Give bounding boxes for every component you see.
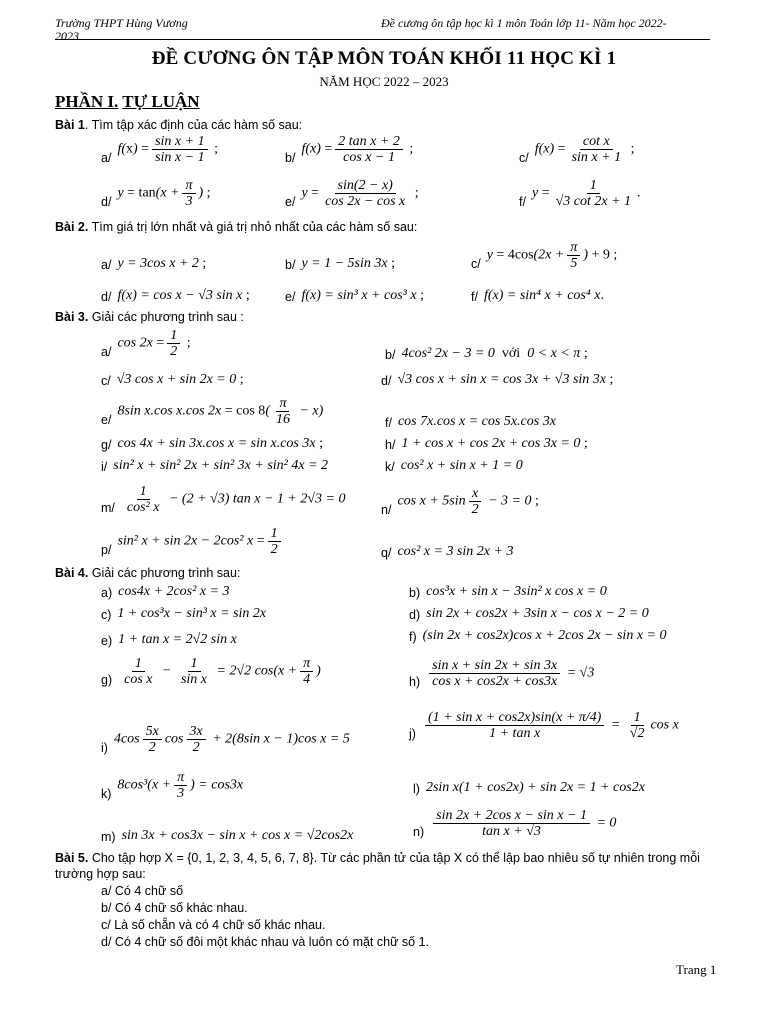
exercise-2b: b/ y = 1 − 5sin 3x ; — [285, 256, 395, 272]
exercise-3e: e/ 8sin x.cos x.cos 2x = cos 8( $\frac{\pi}{16}$ − x) — [101, 396, 324, 427]
exercise-4n: n) $\frac{\text{sin 2x + 2cos x − sin x − 1}}{\text{tan x + √3}}$ = 0 — [413, 808, 617, 839]
exercise-4i: i) 4cos $\frac{5x}{2}$ cos $\frac{3x}{2}$ + 2(8sin x − 1)cos x = 5 — [101, 724, 350, 755]
exercise-3a: a/ cos 2x = $\frac{1}{2}$ ; — [101, 328, 191, 359]
exercise-4k: k) 8cos³(x + $\frac{\pi}{3}$ ) = cos3x — [101, 770, 244, 801]
exercise-4h: h) $\frac{\text{sin x + sin 2x + sin 3x}}{\text{cos x + cos2x + cos3x}}$ = √3 — [409, 658, 595, 689]
exercise-3h: h/ 1 + cos x + cos 2x + cos 3x = 0 ; — [385, 436, 588, 452]
exercise-4a: a) cos4x + 2cos² x = 3 — [101, 584, 230, 600]
exercise-5-heading: Bài 5. Cho tập hợp X = {0, 1, 2, 3, 4, 5, 6, 7, 8}. Từ các phần tử của tập X có thể lập bao nhiêu số tự nhiên trong mỗi trường hợp sau: — [55, 851, 700, 881]
exercise-2d: d/ f(x) = cos x − √3 sin x ; — [101, 288, 250, 304]
exercise-2e: e/ f(x) = sin³ x + cos³ x ; — [285, 288, 424, 304]
header-year-cont: 2023 — [55, 29, 79, 43]
exercise-3n: n/ cos x + 5sin $\frac{x}{2}$ − 3 = 0 ; — [381, 486, 539, 517]
page-subtitle: NĂM HỌC 2022 – 2023 — [319, 74, 449, 89]
exercise-4l: l) 2sin x(1 + cos2x) + sin 2x = 1 + cos2x — [413, 780, 645, 796]
exercise-3m: m/ $\frac{1}{\text{cos² x}}$ − (2 + √3) tan x − 1 + 2√3 = 0 — [101, 484, 346, 515]
exercise-4c: c) 1 + cos³x − sin³ x = sin 2x — [101, 606, 267, 622]
exercise-5a: a/ Có 4 chữ số — [101, 884, 184, 898]
exercise-1e: e/ y = $\frac{\sin(2 - x)}{\text{cos 2x − cos x}}$ ; — [285, 178, 419, 209]
exercise-3f: f/ cos 7x.cos x = cos 5x.cos 3x — [385, 414, 556, 430]
exercise-3i: i/ sin² x + sin² 2x + sin² 3x + sin² 4x = 2 — [101, 458, 329, 474]
exercise-2f: f/ f(x) = sin⁴ x + cos⁴ x. — [471, 288, 604, 304]
page-number: Trang 1 — [676, 962, 717, 977]
exercise-3c: c/ √3 cos x + sin 2x = 0 ; — [101, 372, 244, 388]
exercise-3-heading: Bài 3. Giải các phương trình sau : — [55, 310, 244, 324]
exercise-1d: d/ y = tan(x + $\frac{\pi}{3}$ ) ; — [101, 178, 211, 209]
exercise-4j: j) $\frac{\text{(1 + sin x + cos2x)sin(x + π/4)}}{\text{1 + tan x}}$ = $\frac{1}{√2}$ cos x — [409, 710, 679, 741]
exercise-1-heading: Bài 1. Tìm tập xác định của các hàm số sau: — [55, 118, 303, 132]
exercise-3g: g/ cos 4x + sin 3x.cos x = sin x.cos 3x ; — [101, 436, 323, 452]
part-heading — [55, 92, 200, 112]
part-name: TỰ LUẬN — [122, 92, 200, 111]
exercise-4g: g) $\frac{1}{\text{cos x}}$ − $\frac{1}{\text{sin x}}$ = 2√2 cos(x + $\frac{\pi}{4}$ ) — [101, 656, 321, 687]
exercise-1c: c/ f(x) = $\frac{\text{cot x}}{\text{sin x + 1}}$ ; — [519, 134, 635, 165]
page-title: ĐỀ CƯƠNG ÔN TẬP MÔN TOÁN KHỐI 11 HỌC KÌ 1 — [151, 48, 617, 69]
header-doc-title: Đề cương ôn tập học kì 1 môn Toán lớp 11- Năm học 2022- — [381, 16, 667, 30]
exercise-1f: f/ y = $\frac{1}{√3 \cot 2x + 1}$ . — [519, 178, 641, 209]
exercise-4b: b) cos³x + sin x − 3sin² x cos x = 0 — [409, 584, 607, 600]
exercise-4e: e) 1 + tan x = 2√2 sin x — [101, 632, 237, 648]
part-label: PHẦN I. — [55, 92, 119, 111]
exercise-4f: f) (sin 2x + cos2x)cos x + 2cos 2x − sin x = 0 — [409, 628, 667, 644]
exercise-4m: m) sin 3x + cos3x − sin x + cos x = √2cos2x — [101, 828, 354, 844]
exercise-1a: a/ f(x) = $\frac{\text{sin x + 1}}{\text{sin x − 1}}$ ; — [101, 134, 218, 165]
exercise-4d: d) sin 2x + cos2x + 3sin x − cos x − 2 = 0 — [409, 606, 649, 622]
header-school: Trường THPT Hùng Vương — [55, 16, 188, 30]
exercise-2a: a/ y = 3cos x + 2 ; — [101, 256, 207, 272]
exercise-5b: b/ Có 4 chữ số khác nhau. — [101, 901, 248, 915]
exercise-5c: c/ Là số chẵn và có 4 chữ số khác nhau. — [101, 918, 326, 932]
exercise-3d: d/ √3 cos x + sin x = cos 3x + √3 sin 3x ; — [381, 372, 614, 388]
header-divider — [55, 39, 710, 40]
exercise-5d: d/ Có 4 chữ số đôi một khác nhau và luôn có mặt chữ số 1. — [101, 935, 430, 949]
exercise-3k: k/ cos² x + sin x + 1 = 0 — [385, 458, 523, 474]
exercise-3b: b/ 4cos² 2x − 3 = 0 với 0 < x < π ; — [385, 346, 588, 362]
exercise-3q: q/ cos² x = 3 sin 2x + 3 — [381, 544, 514, 560]
exercise-2c: c/ y = 4cos(2x + $\frac{\pi}{5}$ ) + 9 ; — [471, 240, 618, 271]
exercise-4-heading: Bài 4. Giải các phương trình sau: — [55, 566, 241, 580]
exercise-2-heading: Bài 2. Tìm giá trị lớn nhất và giá trị nhỏ nhất của các hàm số sau: — [55, 220, 418, 234]
exercise-1b: b/ f(x) = $\frac{\text{2 tan x + 2}}{\text{cos x − 1}}$ ; — [285, 134, 414, 165]
exercise-3p: p/ sin² x + sin 2x − 2cos² x = $\frac{1}{2}$ — [101, 526, 284, 557]
